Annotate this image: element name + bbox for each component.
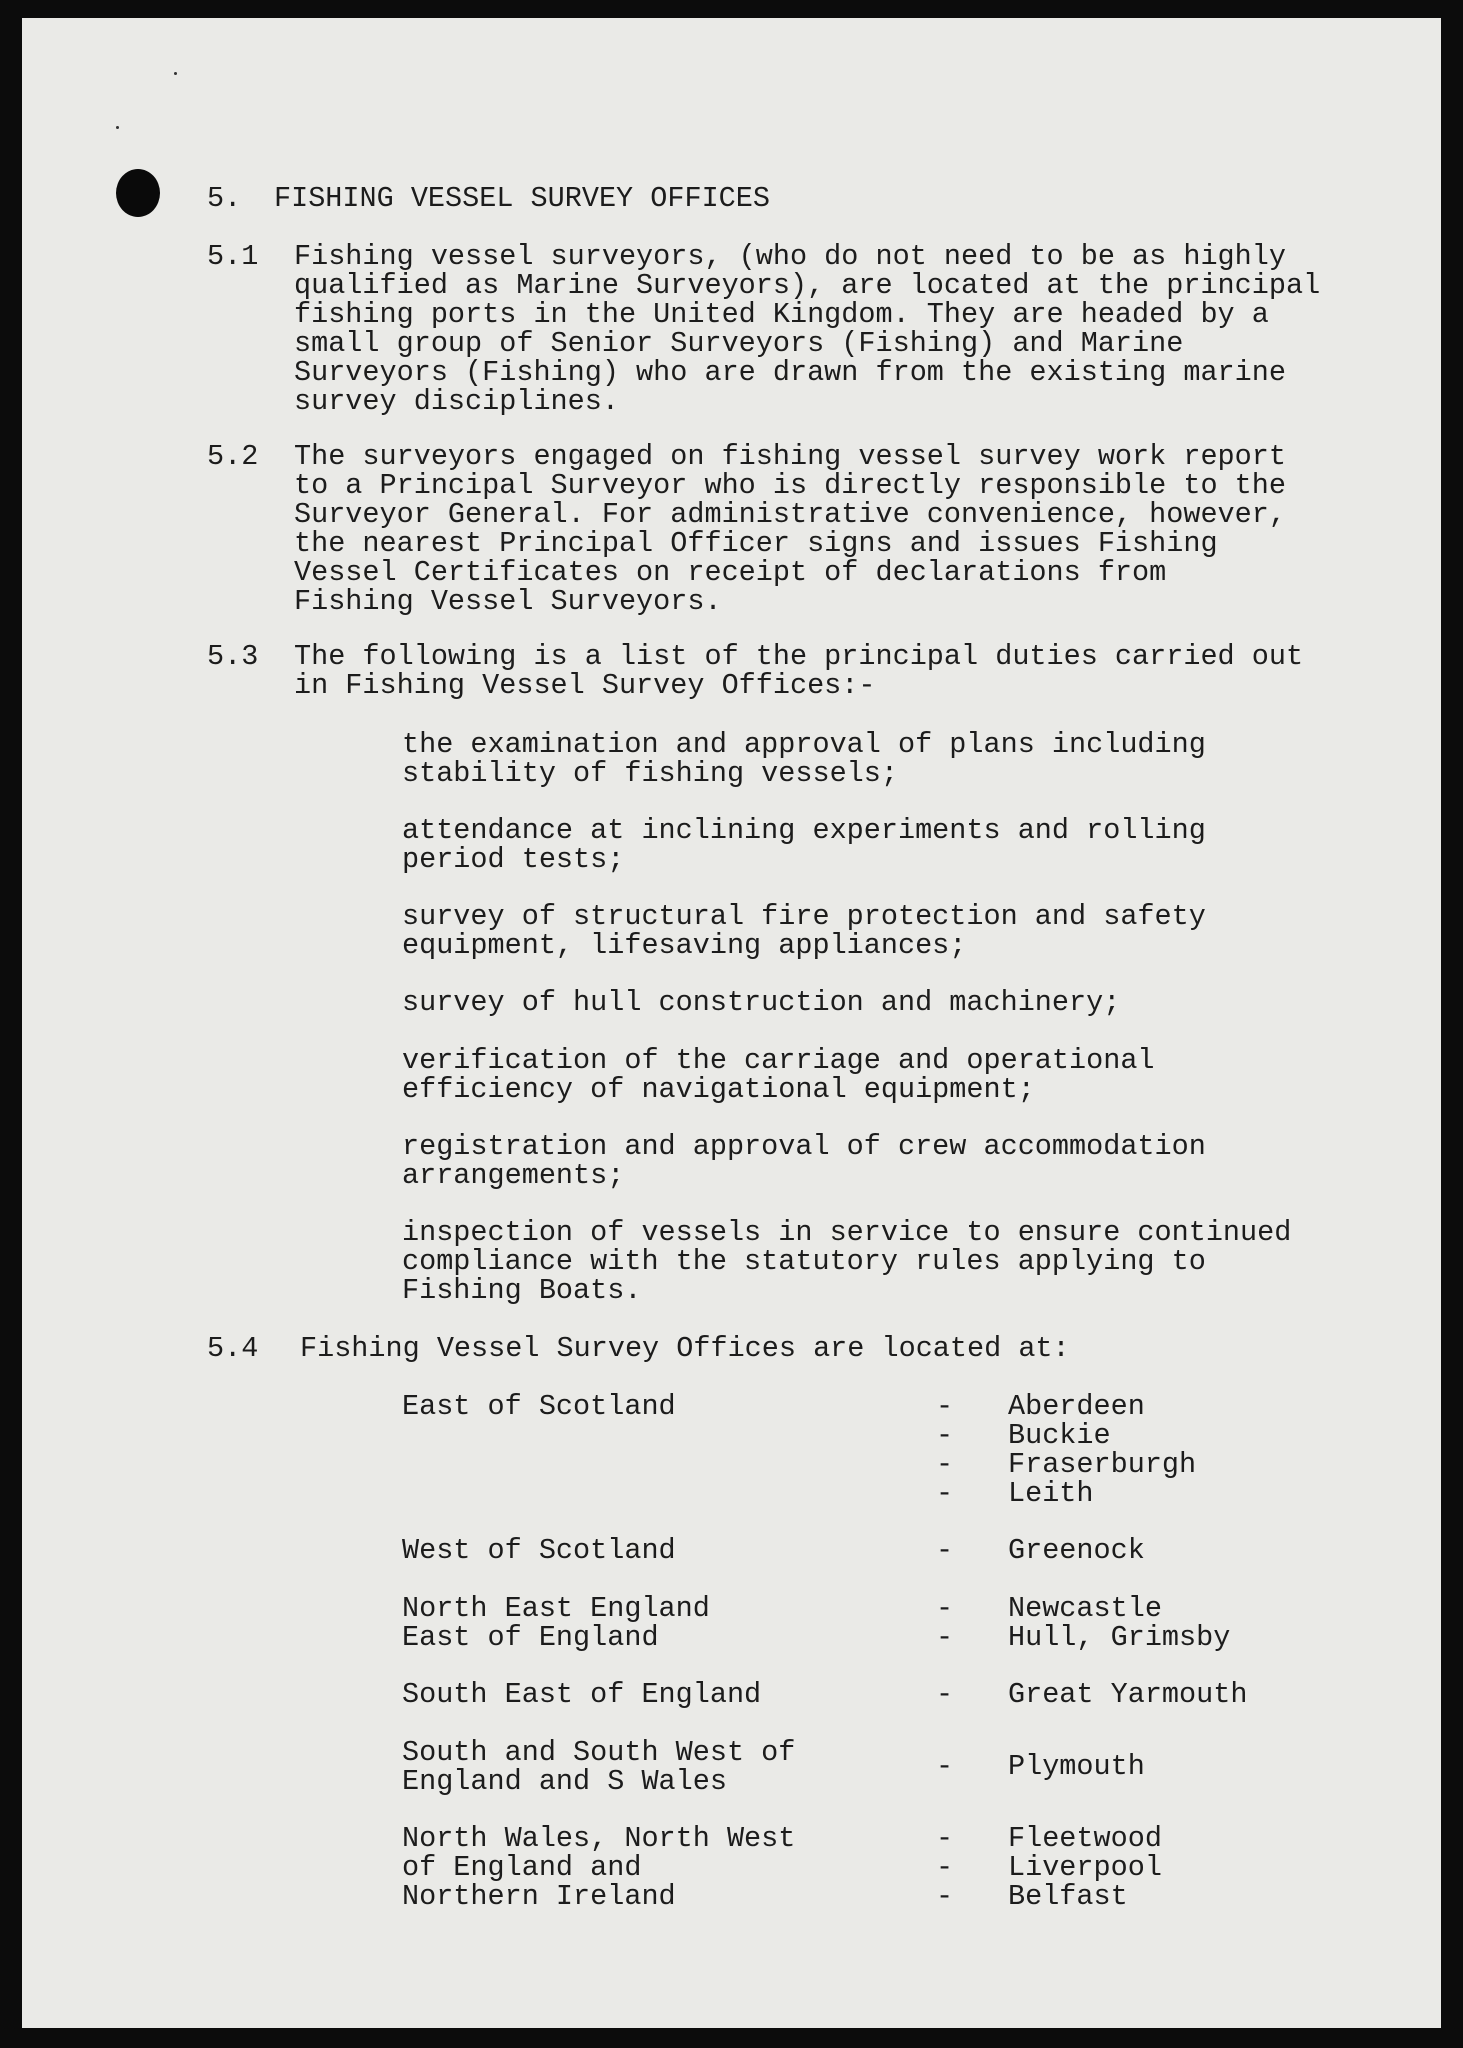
paragraph-number: 5.3 [207,640,259,673]
paragraph-text: Fishing vessel surveyors, (who do not need to be as highly qualified as Marine Surveyors), are located at the principal fishing ports in the United Kingdom. They are headed by a small group of Senior Surveyors (Fishing) and Marine Surveyors (Fishing) who are drawn from the existing marine survey disciplines. [294,240,1321,418]
document-page [22,18,1441,2028]
punch-hole [116,169,160,217]
paragraph-text: Fishing Vessel Survey Offices are located at: [300,1332,1070,1365]
office-region: West of Scotland [402,1534,676,1567]
office-locations: Greenock [1008,1534,1145,1567]
duty-item: attendance at inclining experiments and rolling period tests; [402,814,1206,876]
paragraph-number: 5.4 [207,1332,259,1365]
section-title: FISHING VESSEL SURVEY OFFICES [274,182,770,215]
paper-speck [116,126,119,129]
office-dash: - [936,1678,954,1711]
office-dash: - - [936,1592,954,1654]
duty-item: survey of structural fire protection and safety equipment, lifesaving appliances; [402,900,1206,962]
office-dash: - - - [936,1822,954,1913]
paragraph-text: The following is a list of the principal duties carried out in Fishing Vessel Survey Offices:- [294,640,1304,702]
office-locations: Plymouth [1008,1750,1145,1783]
duty-item: inspection of vessels in service to ensure continued compliance with the statutory rules applying to Fishing Boats. [402,1216,1292,1307]
duty-item: survey of hull construction and machinery; [402,986,1121,1019]
office-region: North East England East of England [402,1592,710,1654]
office-locations: Fleetwood Liverpool Belfast [1008,1822,1162,1913]
office-region: North Wales, North West of England and Northern Ireland [402,1822,796,1913]
duty-item: verification of the carriage and operational efficiency of navigational equipment; [402,1044,1155,1106]
paper-speck [174,72,177,75]
office-locations: Great Yarmouth [1008,1678,1248,1711]
office-dash: - [936,1534,954,1567]
office-dash: - - - - [936,1390,954,1510]
office-locations: Newcastle Hull, Grimsby [1008,1592,1231,1654]
duty-item: registration and approval of crew accommodation arrangements; [402,1130,1206,1192]
office-region: South East of England [402,1678,762,1711]
duty-item: the examination and approval of plans including stability of fishing vessels; [402,728,1206,790]
section-number: 5. [207,182,242,215]
office-locations: Aberdeen Buckie Fraserburgh Leith [1008,1390,1197,1510]
office-region: East of Scotland [402,1390,676,1423]
paragraph-number: 5.1 [207,240,259,273]
office-region: South and South West of England and S Wales [402,1736,796,1798]
office-dash: - [936,1750,954,1783]
paragraph-number: 5.2 [207,440,259,473]
paragraph-text: The surveyors engaged on fishing vessel survey work report to a Principal Surveyor who is directly responsible to the Surveyor General. For administrative convenience, however, the nearest Principal Officer signs and issues Fishing Vessel Certificates on receipt of declarations from Fishing Vessel Surveyors. [294,440,1286,618]
